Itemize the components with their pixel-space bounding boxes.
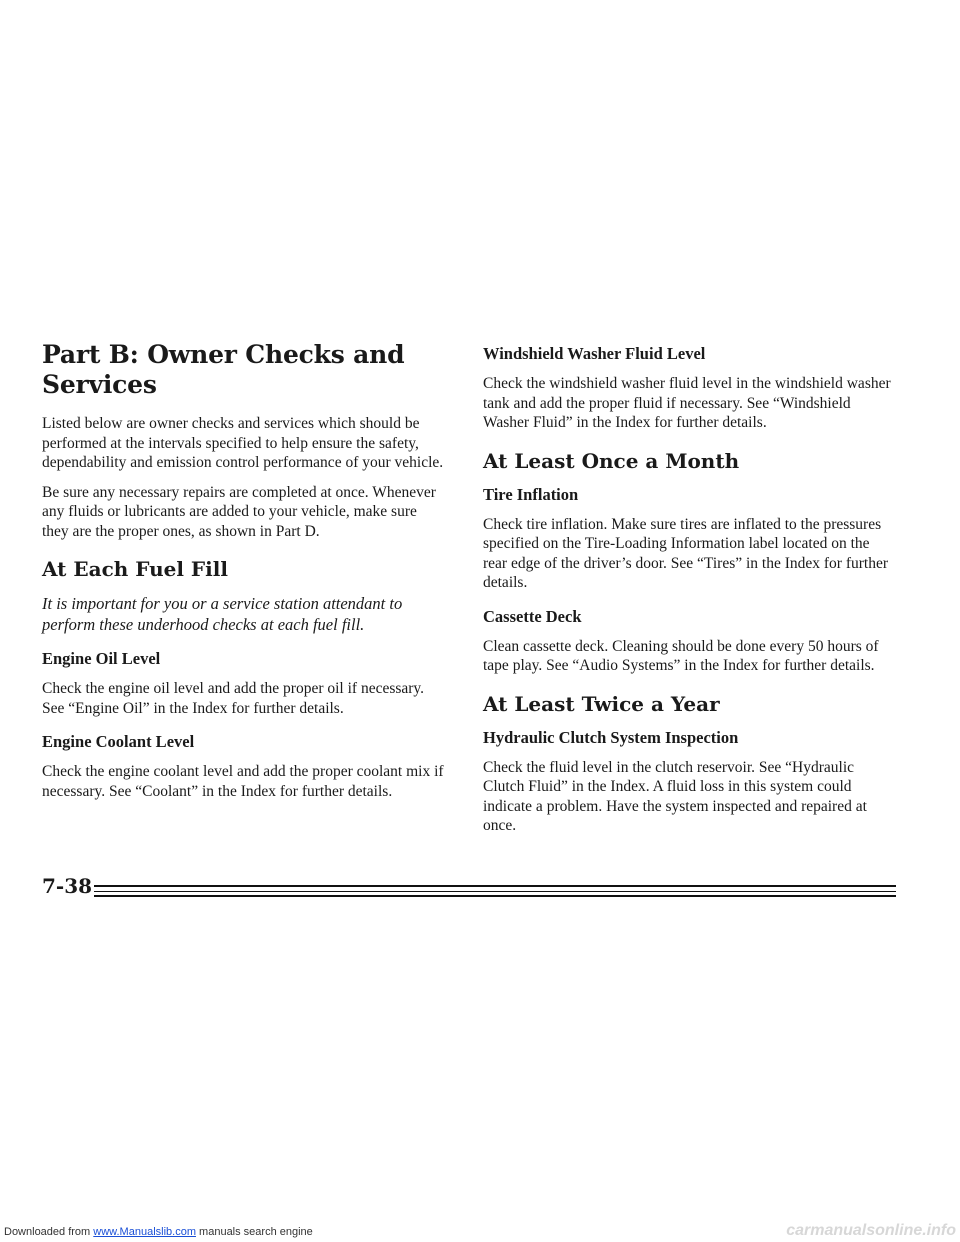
footer-rule	[94, 885, 896, 887]
clutch-inspection-text: Check the fluid level in the clutch reservoir. See “Hydraulic Clutch Fluid” in the Index. A fluid loss in this system could indicate a problem. Have the system inspected and repaired at once.	[483, 758, 867, 834]
intro-paragraph-2: Be sure any necessary repairs are completed at once. Whenever any fluids or lubricants are added to your vehicle, make sure they are the proper ones, as shown in Part D.	[42, 483, 436, 540]
engine-coolant-heading: Engine Coolant Level	[42, 732, 195, 751]
download-watermark	[4, 1226, 313, 1238]
watermark-prefix: Downloaded from	[4, 1226, 91, 1238]
section-heading-twice-a-year: At Least Twice a Year	[483, 691, 720, 716]
site-watermark: carmanualsonline.info	[786, 1222, 956, 1239]
cassette-deck-text: Clean cassette deck. Cleaning should be done every 50 hours of tape play. See “Audio Systems” in the Index for further details.	[483, 637, 879, 674]
fuel-fill-note: It is important for you or a service station attendant to perform these underhood checks at each fuel fill.	[42, 594, 403, 634]
intro-paragraph-1: Listed below are owner checks and services which should be performed at the intervals specified to help ensure the safety, dependability and emission control performance of your vehicle.	[42, 415, 444, 471]
washer-fluid-text: Check the windshield washer fluid level in the windshield washer tank and add the proper fluid if necessary. See “Windshield Washer Fluid” in the Index for further details.	[483, 375, 891, 431]
left-column	[42, 340, 447, 811]
page-number: 7-38	[42, 874, 93, 898]
footer-rule	[94, 895, 896, 897]
engine-oil-text: Check the engine oil level and add the proper oil if necessary. See “Engine Oil” in the Index for further details.	[42, 680, 425, 717]
washer-fluid-heading: Windshield Washer Fluid Level	[483, 344, 706, 363]
right-column	[483, 340, 895, 846]
cassette-deck-heading: Cassette Deck	[483, 606, 582, 626]
tire-inflation-text: Check tire inflation. Make sure tires are inflated to the pressures specified on the Tire-Loading Information label located on the rear edge of the driver’s door. See “Tires” in the Index for further details.	[483, 515, 889, 591]
tire-inflation-heading: Tire Inflation	[483, 484, 579, 504]
page-title: Part B: Owner Checks and Services	[42, 340, 405, 399]
engine-coolant-text: Check the engine coolant level and add the proper coolant mix if necessary. See “Coolant” in the Index for further details.	[42, 763, 444, 800]
footer-rule	[94, 891, 896, 892]
section-heading-once-a-month: At Least Once a Month	[483, 448, 740, 473]
section-heading-each-fuel-fill: At Each Fuel Fill	[42, 557, 228, 581]
clutch-inspection-heading: Hydraulic Clutch System Inspection	[483, 727, 739, 747]
watermark-link[interactable]: www.Manualslib.com	[93, 1226, 196, 1238]
engine-oil-heading: Engine Oil Level	[42, 649, 161, 668]
watermark-suffix: manuals search engine	[199, 1226, 313, 1238]
